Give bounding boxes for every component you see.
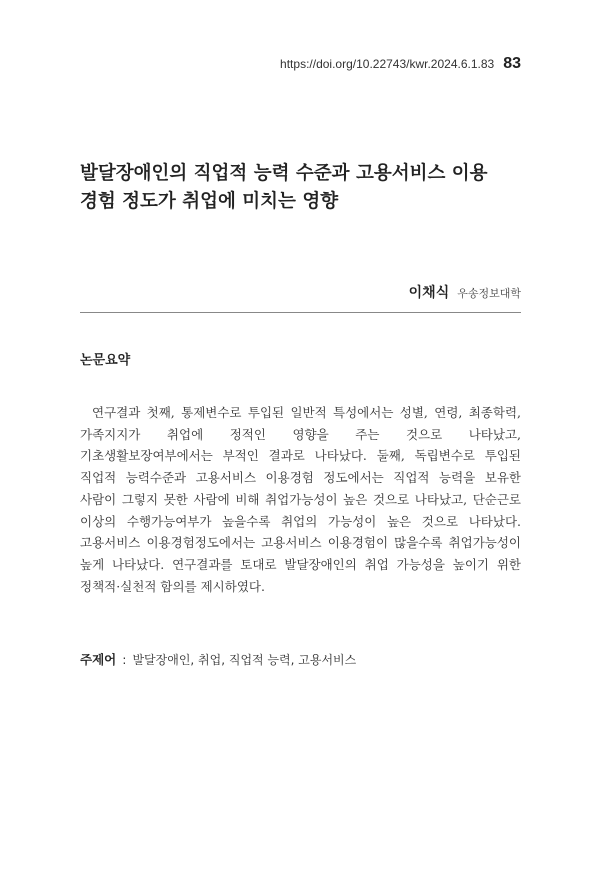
keywords-separator: : xyxy=(122,652,127,667)
title-divider xyxy=(80,312,521,313)
page-number: 83 xyxy=(503,55,521,72)
author-name: 이채식 xyxy=(408,285,450,301)
paper-title xyxy=(80,160,540,216)
author-affiliation: 우송정보대학 xyxy=(457,287,521,300)
paper-title-line-2: 경험 정도가 취업에 미치는 영향 xyxy=(80,191,339,212)
abstract-heading: 논문요약 xyxy=(80,353,131,368)
doi-link[interactable]: https://doi.org/10.22743/kwr.2024.6.1.83 xyxy=(280,57,495,71)
abstract-body: 연구결과 첫째, 통제변수로 투입된 일반적 특성에서는 성별, 연령, 최종학력, 가족지지가 취업에 정적인 영향을 주는 것으로 나타났고, 기초생활보장여부에서는 부적인 결과로 나타났다. 둘째, 독립변수로 투입된 직업적 능력수준과 고용서비스 이용경험 정도에서는 직업적 능력을 보유한 사람이 그렇지 못한 사람에 비해 취업가능성이 높은 것으로 나타났고, 단순근로 이상의 수행가능여부가 높을수록 취업의 가능성이 높은 것으로 나타났다. 고용서비스 이용경험정도에서는 고용서비스 이용경험이 많을수록 취업가능성이 높게 나타났다. 연구결과를 토대로 발달장애인의 취업 가능성을 높이기 위한 정책적·실천적 함의를 제시하였다. xyxy=(80,405,521,594)
paper-title-line-1: 발달장애인의 직업적 능력 수준과 고용서비스 이용 xyxy=(80,163,488,184)
page-header xyxy=(280,55,521,73)
author-block xyxy=(409,282,521,302)
keywords xyxy=(80,650,521,668)
keywords-values: 발달장애인, 취업, 직업적 능력, 고용서비스 xyxy=(132,653,357,667)
keywords-label: 주제어 xyxy=(80,652,117,667)
